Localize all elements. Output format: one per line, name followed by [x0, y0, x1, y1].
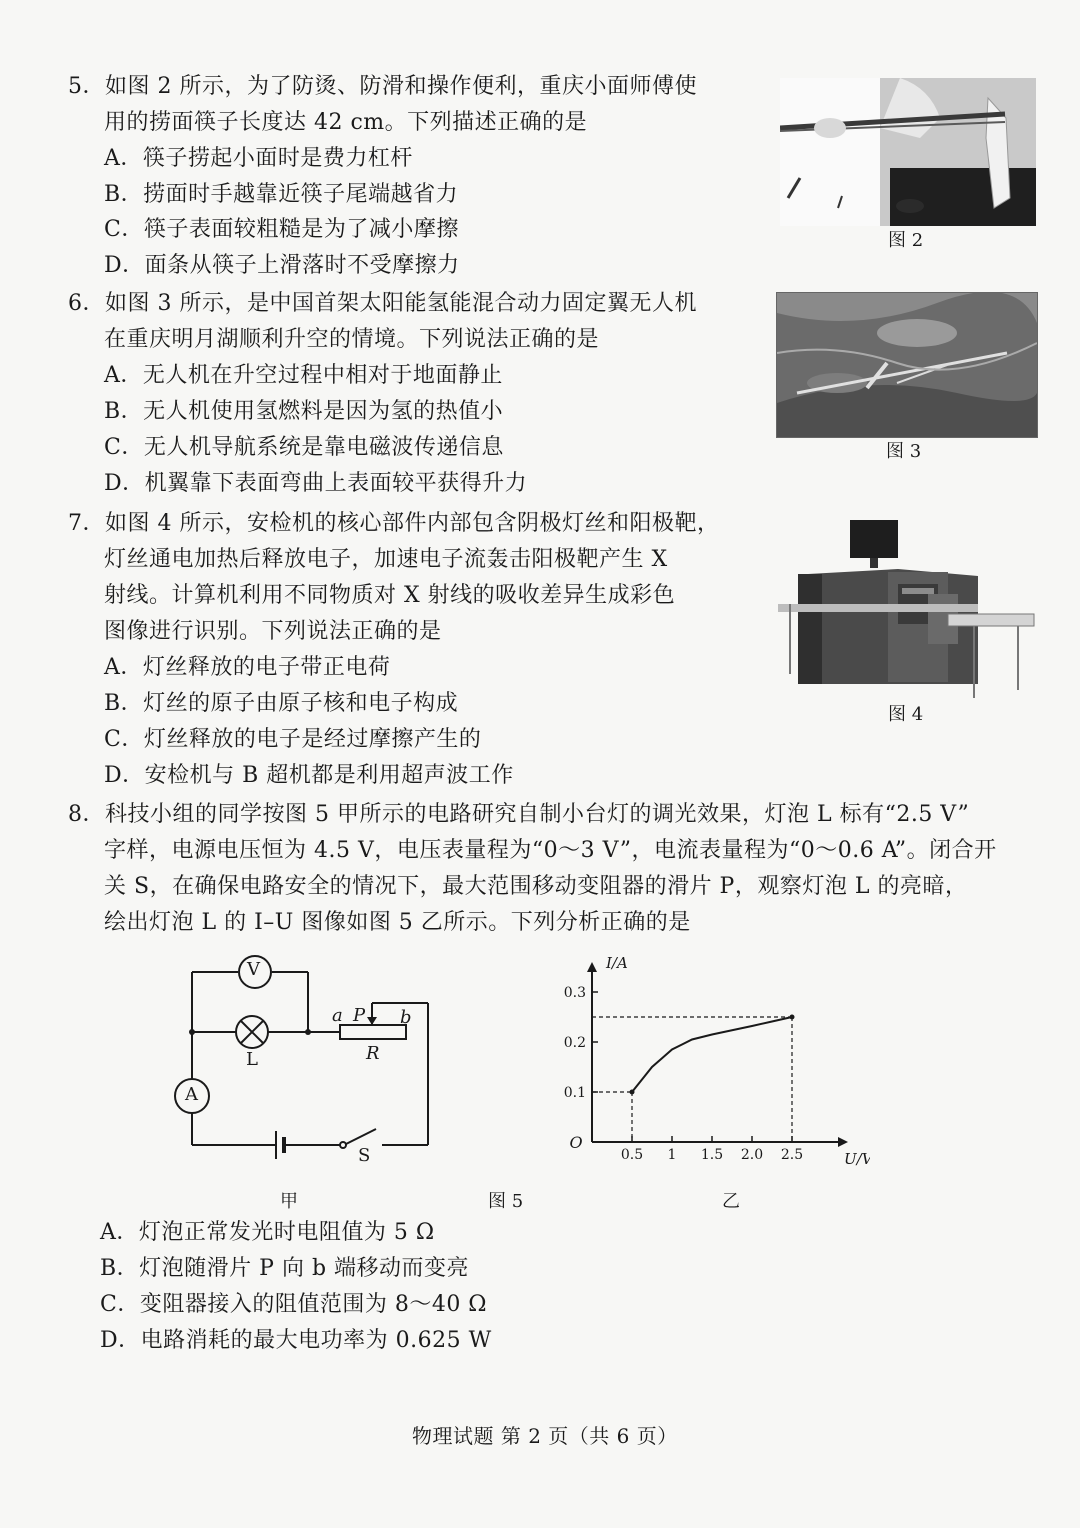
origin-label: O — [569, 1133, 583, 1152]
figure-5-caption: 图 5 — [488, 1191, 524, 1212]
q6-option-d: D．机翼靠下表面弯曲上表面较平获得升力 — [104, 471, 528, 496]
q8-option-d: D．电路消耗的最大电功率为 0.625 W — [100, 1328, 492, 1353]
lamp-label: L — [246, 1049, 258, 1070]
curve-end-point — [790, 1015, 795, 1020]
x-tick-label: 0.5 — [620, 1147, 644, 1163]
q5-option-d: D．面条从筷子上滑落时不受摩擦力 — [104, 253, 460, 278]
q5-option-a: A．筷子捞起小面时是费力杠杆 — [104, 146, 413, 171]
q8-option-b: B．灯泡随滑片 P 向 b 端移动而变亮 — [100, 1256, 470, 1281]
y-axis-arrow — [587, 962, 597, 972]
q8-stem-line-4: 绘出灯泡 L 的 I–U 图像如图 5 乙所示。下列分析正确的是 — [104, 910, 691, 935]
x-tick-label: 2.0 — [740, 1147, 764, 1163]
figure-5-iu-graph — [560, 950, 870, 1180]
q5-option-b: B．捞面时手越靠近筷子尾端越省力 — [104, 182, 459, 207]
q7-stem-line-3: 射线。计算机利用不同物质对 X 射线的吸收差异生成彩色 — [104, 583, 676, 608]
figure-4-security-scanner-photo — [778, 514, 1038, 698]
q8-stem-line-1: 8．科技小组的同学按图 5 甲所示的电路研究自制小台灯的调光效果，灯泡 L 标有“2.5 V” — [68, 802, 970, 827]
rheostat-symbol — [340, 1025, 406, 1039]
rheostat-end-b-label: b — [400, 1007, 412, 1028]
q6-option-c: C．无人机导航系统是靠电磁波传递信息 — [104, 435, 504, 460]
q6-stem-line-1: 6．如图 3 所示，是中国首架太阳能氢能混合动力固定翼无人机 — [68, 291, 697, 316]
figure-4-caption: 图 4 — [888, 704, 924, 725]
y-tick-label: 0.2 — [563, 1035, 586, 1051]
rheostat-label: R — [366, 1043, 380, 1064]
q8-option-a: A．灯泡正常发光时电阻值为 5 Ω — [100, 1220, 435, 1245]
iu-curve — [632, 1017, 792, 1092]
q5-stem-line-1: 5．如图 2 所示，为了防烫、防滑和操作便利，重庆小面师傅使 — [68, 74, 697, 99]
figure-5-caption-jia: 甲 — [280, 1191, 298, 1212]
q8-stem-line-2: 字样，电源电压恒为 4.5 V，电压表量程为“0～3 V”，电流表量程为“0～0.6 A”。闭合开 — [104, 838, 997, 863]
q7-option-d: D．安检机与 B 超机都是利用超声波工作 — [104, 763, 514, 788]
voltmeter-label: V — [247, 959, 260, 980]
y-tick-label: 0.3 — [563, 985, 586, 1001]
q8-stem-line-3: 关 S，在确保电路安全的情况下，最大范围移动变阻器的滑片 P，观察灯泡 L 的亮暗， — [104, 874, 968, 899]
iu-chart-svg — [560, 950, 870, 1180]
q5-stem-line-2: 用的捞面筷子长度达 42 cm。下列描述正确的是 — [104, 110, 588, 135]
q7-option-c: C．灯丝释放的电子是经过摩擦产生的 — [104, 727, 482, 752]
x-axis-label: U/V — [844, 1150, 870, 1168]
q6-stem-line-2: 在重庆明月湖顺利升空的情境。下列说法正确的是 — [104, 327, 600, 352]
figure-3-caption: 图 3 — [886, 441, 922, 462]
x-axis-arrow — [838, 1137, 848, 1147]
q7-stem-line-4: 图像进行识别。下列说法正确的是 — [104, 619, 442, 644]
slider-p-label: P — [353, 1005, 366, 1026]
figure-5-caption-yi: 乙 — [722, 1191, 740, 1212]
x-tick-label: 2.5 — [780, 1147, 804, 1163]
switch-label: S — [358, 1145, 371, 1166]
q7-stem-line-1: 7．如图 4 所示，安检机的核心部件内部包含阴极灯丝和阳极靶， — [68, 511, 720, 536]
y-tick-label: 0.1 — [563, 1085, 586, 1101]
page-footer: 物理试题 第 2 页（共 6 页） — [412, 1424, 678, 1448]
x-tick-label: 1.5 — [700, 1147, 724, 1163]
curve-start-point — [630, 1090, 635, 1095]
q6-option-a: A．无人机在升空过程中相对于地面静止 — [104, 363, 503, 388]
q7-option-b: B．灯丝的原子由原子核和电子构成 — [104, 691, 459, 716]
ammeter-label: A — [185, 1084, 198, 1105]
figure-2-chopsticks-photo — [780, 78, 1036, 226]
x-tick-label: 1 — [667, 1147, 677, 1163]
rheostat-end-a-label: a — [332, 1005, 343, 1026]
figure-5-circuit-diagram — [160, 955, 450, 1170]
q8-option-c: C．变阻器接入的阻值范围为 8～40 Ω — [100, 1292, 488, 1317]
q7-option-a: A．灯丝释放的电子带正电荷 — [104, 655, 391, 680]
q5-option-c: C．筷子表面较粗糙是为了减小摩擦 — [104, 217, 459, 242]
figure-2-caption: 图 2 — [888, 230, 924, 251]
y-axis-label: I/A — [606, 954, 628, 972]
figure-3-drone-photo — [776, 292, 1038, 438]
q6-option-b: B．无人机使用氢燃料是因为氢的热值小 — [104, 399, 504, 424]
q7-stem-line-2: 灯丝通电加热后释放电子，加速电子流轰击阳极靶产生 X — [104, 547, 668, 572]
